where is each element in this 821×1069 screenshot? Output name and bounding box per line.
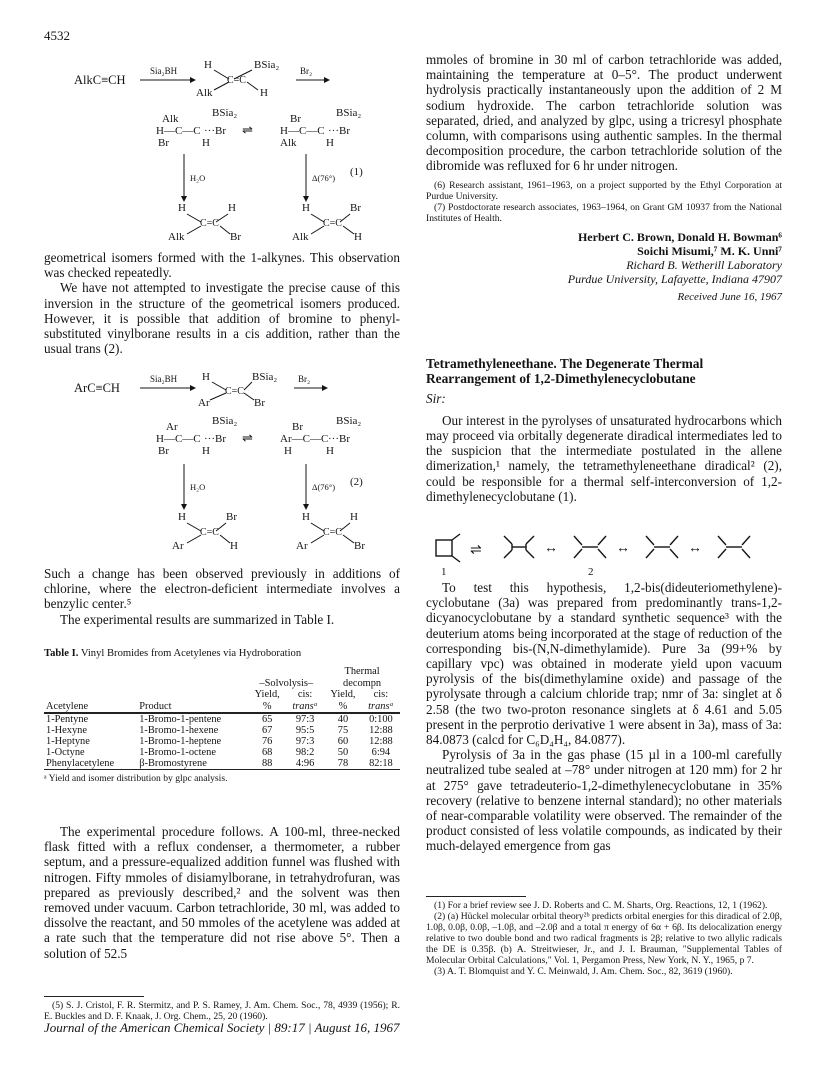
table-cell: 1-Pentyne — [46, 714, 89, 725]
footnote: (3) A. T. Blomquist and Y. C. Meinwald, J. Am. Chem. Soc., 82, 3619 (1960). — [434, 966, 733, 977]
table-row — [44, 725, 400, 736]
svg-text:H: H — [204, 59, 212, 71]
svg-text:C=C: C=C — [200, 218, 219, 229]
svg-text:BSia₂: BSia₂ — [252, 371, 278, 383]
structure-diagram — [426, 528, 782, 578]
svg-text:BSia₂: BSia₂ — [212, 415, 238, 427]
svg-text:Br: Br — [230, 231, 241, 243]
svg-text:H₂O: H₂O — [190, 173, 206, 183]
svg-text:Δ(76°): Δ(76°) — [312, 482, 336, 492]
svg-text:···Br: ···Br — [204, 125, 226, 137]
svg-text:H: H — [230, 540, 238, 552]
table-cell: Phenylacetylene — [46, 758, 115, 769]
svg-text:C=C: C=C — [200, 527, 219, 538]
table-cell: β-Bromostyrene — [139, 758, 207, 769]
svg-text:Br₂: Br₂ — [298, 374, 311, 384]
svg-text:BSia₂: BSia₂ — [336, 415, 362, 427]
table-cell: 1-Bromo-1-heptene — [139, 736, 222, 747]
svg-text:H: H — [202, 445, 210, 457]
article-title: Tetramethyleneethane. The Degenerate Thermal Rearrangement of 1,2-Dimethylenecyclobutane — [426, 356, 704, 387]
svg-text:↔: ↔ — [544, 541, 558, 556]
svg-text:H: H — [284, 445, 292, 457]
footnote: (6) Research assistant, 1961–1963, on a project supported by the Ethyl Corporation at Purdue University. — [426, 179, 782, 202]
journal-footer: Journal of the American Chemical Society | 89:17 | August 16, 1967 — [44, 1020, 400, 1035]
svg-text:Br: Br — [354, 540, 365, 552]
svg-text:Ar: Ar — [166, 421, 178, 433]
svg-text:C=C: C=C — [323, 218, 342, 229]
table-cell: 67 — [261, 725, 273, 736]
table-cell: 65 — [261, 714, 273, 725]
reaction-scheme-2 — [44, 366, 404, 562]
svg-text:Br: Br — [158, 137, 169, 149]
svg-text:H—C—C: H—C—C — [280, 125, 325, 137]
svg-text:Ar: Ar — [296, 540, 308, 552]
svg-text:Alk: Alk — [292, 231, 309, 243]
paragraph: Such a change has been observed previously in additions of chlorine, where the electron-deficient intermediate involves a benzylic center.⁵ — [44, 566, 400, 612]
svg-text:C=C: C=C — [225, 386, 244, 397]
table-cell: 78 — [337, 758, 349, 769]
table-cell: 98:2 — [295, 747, 315, 758]
svg-text:H: H — [178, 202, 186, 214]
svg-text:↔: ↔ — [616, 541, 630, 556]
table-cell: 6:94 — [371, 747, 391, 758]
table-cell: 97:3 — [295, 736, 315, 747]
svg-text:···Br: ···Br — [328, 433, 350, 445]
compound-label-2: 2 — [588, 566, 594, 578]
svg-text:H₂O: H₂O — [190, 482, 206, 492]
paragraph: geometrical isomers formed with the 1-alkynes. This observation was checked repeatedly. — [44, 250, 400, 281]
table-cell: 1-Bromo-1-hexene — [139, 725, 219, 736]
svg-text:···Br: ···Br — [328, 125, 350, 137]
paragraph: The experimental procedure follows. A 100-ml, three-necked flask fitted with a reflux condenser, a thermometer, a rubber septum, and a pressure-equalized addition funnel was flushed with nitrogen. Fifty mmoles of disiamylborane, in tetrahydrofuran, was prepared as previously described,² and the solvent was then removed under vacuum. Carbon tetrachloride, 30 ml, was added to dissolve the reactant, and 50 mmoles of the acetylene was added at a rate such that the temperature did not rise above 5°. Then a solution of 52.5 — [44, 824, 400, 961]
svg-text:BSia₂: BSia₂ — [336, 107, 362, 119]
footnote: (2) (a) Hückel molecular orbital theory²ᵇ predicts orbital energies for this diradical of 2.0β, 1.0β, 0.0β, 0.0β, –1.0β, and –2.0β and a total π energy of 6α + 6β. Its delocalization energy relative to two double bond and two radical fragments is 2β; relative to two allylic radicals the DE is 0.35β. (b) A. Streitwieser, Jr., and J. I. Brauman, "Supplemental Tables of Molecular Orbital Calculations," Vol. 1, Pergamon Press, New York, N. Y., 1965, p 7. — [426, 911, 782, 966]
svg-text:Alk: Alk — [162, 113, 179, 125]
table-row — [44, 714, 400, 725]
svg-text:BSia₂: BSia₂ — [254, 59, 280, 71]
author-line: Herbert C. Brown, Donald H. Bowman⁶ — [577, 229, 782, 244]
svg-text:H: H — [302, 202, 310, 214]
svg-text:Br₂: Br₂ — [300, 66, 313, 76]
svg-text:Sia₂BH: Sia₂BH — [150, 374, 178, 384]
svg-text:Alk: Alk — [280, 137, 297, 149]
affiliation: Purdue University, Lafayette, Indiana 47907 — [567, 271, 782, 286]
table-row — [44, 736, 400, 747]
svg-text:H: H — [354, 231, 362, 243]
salutation: Sir: — [426, 390, 446, 406]
scheme1-start: AlkC≡CH — [74, 73, 126, 87]
table-cell: 50 — [337, 747, 349, 758]
svg-text:Br: Br — [290, 113, 301, 125]
svg-text:⇌: ⇌ — [242, 122, 253, 137]
table-cell: 1-Bromo-1-pentene — [139, 714, 222, 725]
table-row — [44, 758, 400, 770]
equation-number-1: (1) — [350, 166, 363, 178]
paragraph: Pyrolysis of 3a in the gas phase (15 µl in a 100-ml carefully neutralized tube sealed at –78° under nitrogen at 120 mm) for 2 hr at 275° gave tetradeuterio-1,2-dimethylenecyclobutane in 35% recovery (relative to benzene internal standard); no other materials of near-comparable volatility were observed. The remainder of the product consisted of less volatile compounds, as indicated by their much-delayed emergence from gas — [426, 747, 782, 854]
footnote: (7) Postdoctorate research associates, 1963–1964, on Grant GM 10937 from the National Institutes of Health. — [426, 201, 782, 224]
table-cell: 0:100 — [369, 714, 393, 725]
table-cell: 12:88 — [369, 736, 393, 747]
svg-text:Alk: Alk — [196, 87, 213, 99]
scheme2-start: ArC≡CH — [74, 381, 120, 395]
svg-text:Alk: Alk — [168, 231, 185, 243]
svg-text:H: H — [326, 445, 334, 457]
svg-text:Br: Br — [350, 202, 361, 214]
svg-text:H: H — [260, 87, 268, 99]
author-line: Soichi Misumi,⁷ M. K. Unni⁷ — [637, 243, 782, 258]
table-cell: 88 — [261, 758, 273, 769]
svg-text:⇌: ⇌ — [242, 430, 253, 445]
svg-text:C=C: C=C — [323, 527, 342, 538]
svg-text:Sia₂BH: Sia₂BH — [150, 66, 178, 76]
affiliation: Richard B. Wetherill Laboratory — [626, 257, 782, 272]
table-footnote: ᵃ Yield and isomer distribution by glpc analysis. — [44, 773, 228, 784]
svg-text:C=C: C=C — [227, 75, 246, 86]
table-cell: 97:3 — [295, 714, 315, 725]
received-date: Received June 16, 1967 — [677, 290, 782, 303]
svg-text:BSia₂: BSia₂ — [212, 107, 238, 119]
svg-text:H: H — [178, 511, 186, 523]
table-cell: 4:96 — [295, 758, 315, 769]
paragraph: mmoles of bromine in 30 ml of carbon tetrachloride was added, maintaining the temperature at 0–5°. The product underwent hydrolysis practically instantaneously upon the addition of 2 M sodium hydroxide. The carbon tetrachloride solution was separated, dried, and analyzed by glpc, using a tricresyl phosphate column, with comparisons using authentic samples. In the thermal decomposition procedure, the carbon tetrachloride solution of the dibromide was refluxed for 6 hr under nitrogen. — [426, 52, 782, 174]
equation-number-2: (2) — [350, 476, 363, 488]
page-number: 4532 — [44, 28, 70, 43]
table-cell: 82:18 — [369, 758, 393, 769]
table-title: Table I. Vinyl Bromides from Acetylenes via Hydroboration — [44, 648, 302, 659]
footnote: (5) S. J. Cristol, F. R. Stermitz, and P. S. Ramey, J. Am. Chem. Soc., 78, 4939 (1956); R. E. Buckles and D. F. Knaak, J. Org. Chem., 25, 20 (1960). — [44, 1000, 400, 1022]
paragraph: We have not attempted to investigate the precise cause of this inversion in the structure of the geometrical isomers produced. However, it is possible that addition of bromine to phenyl-substituted vinylborane results in a cis addition, rather than the usual trans (2). — [44, 280, 400, 357]
svg-text:H: H — [202, 137, 210, 149]
compound-label-1: 1 — [441, 566, 447, 578]
table-cell: 1-Octyne — [46, 747, 85, 758]
svg-text:↔: ↔ — [688, 541, 702, 556]
svg-text:Br: Br — [226, 511, 237, 523]
svg-text:Br: Br — [292, 421, 303, 433]
table-cell: 40 — [337, 714, 349, 725]
table-cell: 1-Heptyne — [46, 736, 90, 747]
svg-text:Δ(76°): Δ(76°) — [312, 173, 336, 183]
table-cell: 12:88 — [369, 725, 393, 736]
svg-text:Ar—C—C: Ar—C—C — [280, 433, 329, 445]
svg-text:H—C—C: H—C—C — [156, 125, 201, 137]
svg-text:···Br: ···Br — [204, 433, 226, 445]
svg-text:H—C—C: H—C—C — [156, 433, 201, 445]
svg-text:⇌: ⇌ — [470, 543, 482, 558]
reaction-scheme-1 — [44, 54, 404, 254]
svg-text:H: H — [202, 371, 210, 383]
footnote: (1) For a brief review see J. D. Roberts and C. M. Sharts, Org. Reactions, 12, 1 (1962). — [434, 900, 768, 911]
table-cell: 1-Bromo-1-octene — [139, 747, 216, 758]
paragraph: Our interest in the pyrolyses of unsaturated hydrocarbons which may proceed via orbitally degenerate diradical intermediates led to the suspicion that the intermediate postulated in the allene dimerization,¹ namely, the tetramethyleneethane diradical² (2), could be responsible for a thermal self-interconversion of 1,2-dimethylenecyclobutane (1). — [426, 412, 782, 504]
table-row — [44, 747, 400, 758]
svg-text:H: H — [326, 137, 334, 149]
table-cell: 68 — [261, 747, 273, 758]
svg-text:Br: Br — [158, 445, 169, 457]
table-cell: 1-Hexyne — [46, 725, 87, 736]
svg-text:H: H — [302, 511, 310, 523]
table-1: Table I. Vinyl Bromides from Acetylenes via Hydroboration Thermal –Solvolysis– decompn Yield, cis: Yield, cis: Acetylene Product % transᵃ % transᵃ 1-Pentyne 1-Bromo-1-pentene 65 97:3 40 0:100 1-Hexyne 1-Bromo-1-hexene 67 95:5 75 12:88 1-Heptyne 1-Bromo-1-heptene 76 97:3 60 12:88 1-Octyne 1-Bromo-1-octene 68 98:2 50 6:94 Phenylacetylene β-Bromostyrene 88 4:96 78 82:18 ᵃ Yield and isomer distribution by glpc analysis. — [44, 648, 400, 784]
table-cell: 95:5 — [295, 725, 315, 736]
svg-text:Ar: Ar — [198, 397, 210, 409]
table-cell: 75 — [337, 725, 349, 736]
paragraph: The experimental results are summarized in Table I. — [60, 611, 335, 627]
table-cell: 76 — [261, 736, 273, 747]
svg-text:Br: Br — [254, 397, 265, 409]
svg-text:H: H — [350, 511, 358, 523]
paragraph: To test this hypothesis, 1,2-bis(dideuteriomethylene)-cyclobutane (3a) was prepared from predominantly trans-1,2-dicyanocyclobutane by a standard synthetic sequence³ with the deuterium atoms being incorporated at the stage of reduction of the corresponding bis-(N,N-dimethylamide). Pure 3a (99+% by capillary vpc) was obtained in moderate yield upon vacuum pyrolysis of the bis(dimethylamine oxide) and passage of the pyrolysate through a calcium chloride trap; nmr of 3a: singlet at δ 2.58 (the two two-proton resonance singlets at δ 4.61 and 5.05 present in the perprotio derivative 1 were absent in 3a), mass of 3a: 84.0873 (calcd for C₆D₄H₄, 84.0877). — [426, 580, 782, 748]
table-cell: 60 — [337, 736, 349, 747]
svg-text:Ar: Ar — [172, 540, 184, 552]
svg-text:H: H — [228, 202, 236, 214]
